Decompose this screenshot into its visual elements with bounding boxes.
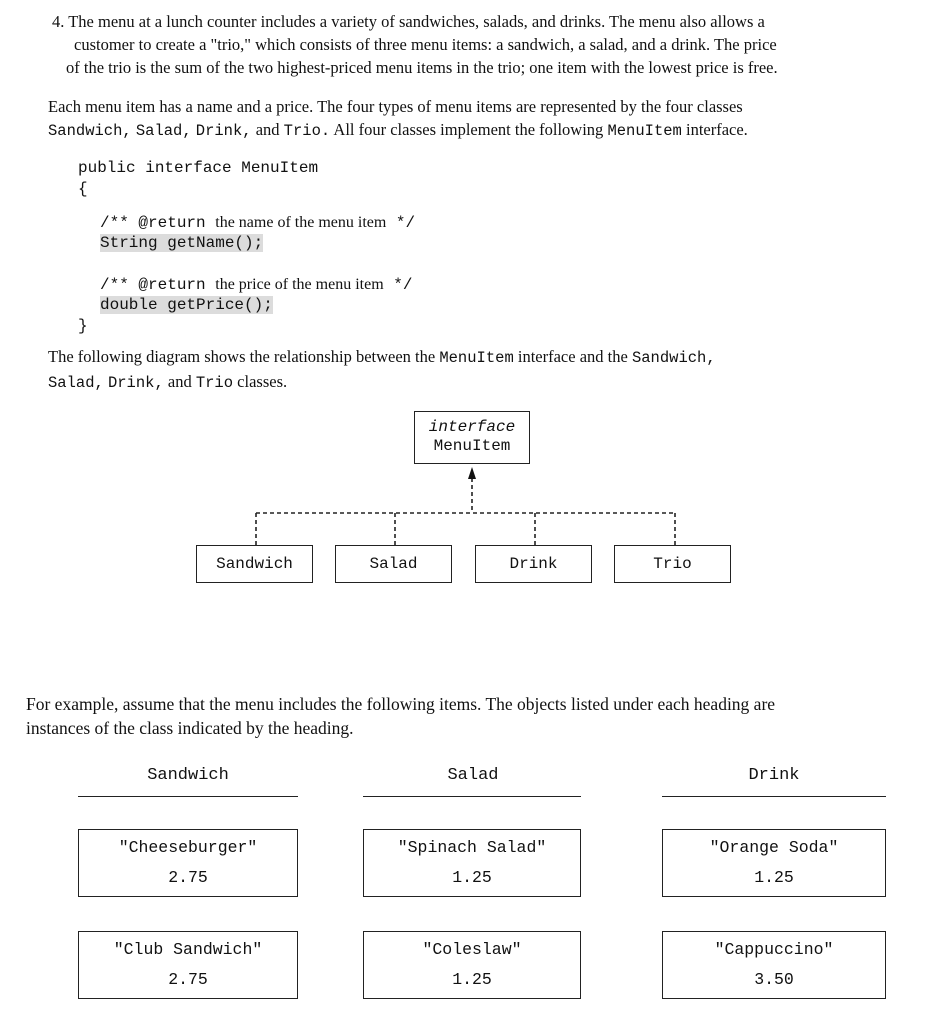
class-box-drink: Drink [475, 545, 592, 583]
question-number: 4. [52, 12, 65, 31]
class-box-sandwich: Sandwich [196, 545, 313, 583]
diagram-intro-line-2: Salad, Drink, and Trio classes. [48, 372, 288, 392]
item-price: 1.25 [452, 970, 492, 989]
paragraph-line-2: Sandwich, Salad, Drink, and Trio. All four classes implement the following MenuItem interface. [48, 120, 748, 140]
class-box-salad: Salad [335, 545, 452, 583]
item-name: "Orange Soda" [709, 838, 839, 857]
code-header: public interface MenuItem [78, 159, 319, 177]
example-line-1: For example, assume that the menu includes the following items. The objects listed under each heading are [26, 694, 776, 714]
code-method-getprice: double getPrice(); [100, 296, 273, 314]
item-price: 1.25 [754, 868, 794, 887]
item-price: 2.75 [168, 868, 208, 887]
menu-item-cheeseburger [78, 829, 298, 897]
example-paragraph [26, 692, 926, 740]
inheritance-arrowhead [468, 467, 476, 479]
class-drink-inline: Drink, [195, 122, 252, 140]
question-line-1: 4. The menu at a lunch counter includes a variety of sandwiches, salads, and drinks. The menu also allows a [52, 12, 765, 31]
column-heading-drink: Drink [748, 766, 800, 785]
menu-item-cappuccino [662, 931, 886, 999]
item-name: "Spinach Salad" [397, 838, 547, 857]
item-name: "Coleslaw" [422, 940, 522, 959]
question-line-2: customer to create a "trio," which consists of three menu items: a sandwich, a salad, and a drink. The price [74, 35, 777, 54]
class-trio-inline: Trio. [283, 122, 331, 140]
class-salad-inline: Salad, [135, 122, 192, 140]
class-box-trio: Trio [614, 545, 731, 583]
item-price: 1.25 [452, 868, 492, 887]
item-name: "Cappuccino" [714, 940, 834, 959]
item-name: "Cheeseburger" [118, 838, 258, 857]
code-comment-1: /** @return the name of the menu item */ [100, 214, 416, 232]
example-line-2: instances of the class indicated by the heading. [26, 718, 354, 738]
question-line-3: of the trio is the sum of the two highest-priced menu items in the trio; one item with the lowest price is free. [66, 58, 778, 77]
class-sandwich-inline: Sandwich, [48, 122, 132, 140]
paragraph-line-1: Each menu item has a name and a price. The four types of menu items are represented by the four classes [48, 97, 743, 116]
item-price: 3.50 [754, 970, 794, 989]
interface-menuitem-box [414, 411, 530, 464]
interface-name: MenuItem [433, 437, 511, 455]
code-comment-2: /** @return the price of the menu item */ [100, 276, 413, 294]
item-name: "Club Sandwich" [113, 940, 263, 959]
interface-label: interface [428, 418, 516, 436]
column-heading-salad: Salad [447, 766, 499, 785]
menu-item-coleslaw [363, 931, 581, 999]
code-close-brace: } [78, 317, 88, 335]
code-method-getname: String getName(); [100, 234, 264, 252]
diagram-intro-line-1: The following diagram shows the relationship between the MenuItem interface and the Sandwich, [48, 347, 716, 367]
menu-item-orange-soda [662, 829, 886, 897]
column-heading-sandwich: Sandwich [147, 766, 229, 785]
column-rule-salad [363, 796, 581, 797]
menu-item-club-sandwich [78, 931, 298, 999]
menu-item-spinach-salad [363, 829, 581, 897]
column-rule-sandwich [78, 796, 298, 797]
column-rule-drink [662, 796, 886, 797]
code-open-brace: { [78, 180, 88, 198]
item-price: 2.75 [168, 970, 208, 989]
interface-menuitem-inline: MenuItem [607, 122, 682, 140]
